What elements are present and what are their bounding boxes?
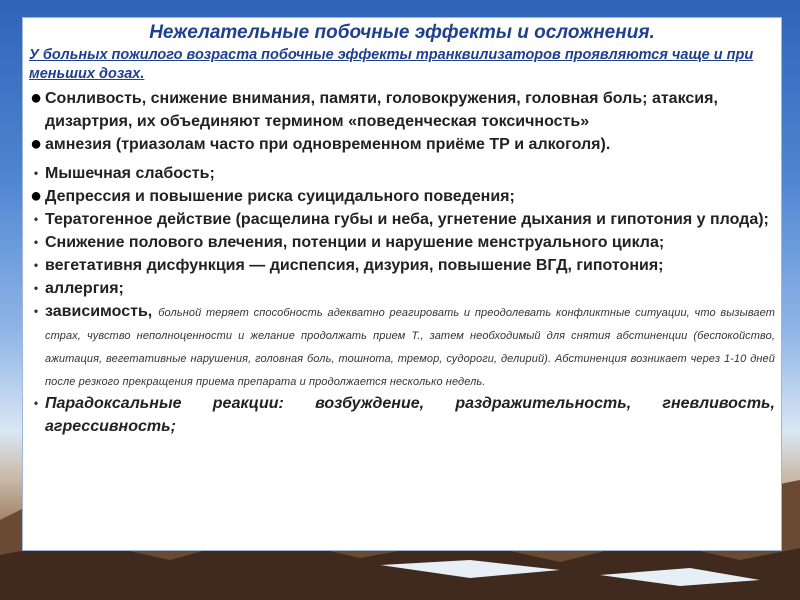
slide-subtitle: У больных пожилого возраста побочные эффекты транквилизаторов проявляются чаще и при меньших дозах. [29, 47, 754, 82]
bullet-icon: • [33, 235, 39, 249]
item-text: вегетативня дисфункция — диспепсия, дизурия, повышение ВГД, гипотония; [45, 257, 664, 274]
list-item [29, 277, 775, 300]
list-item [29, 254, 775, 277]
item-text: Снижение полового влечения, потенции и нарушение менструального цикла; [45, 234, 665, 251]
list-item [29, 162, 775, 185]
bullet-icon: • [33, 396, 39, 410]
bullet-icon: ● [29, 185, 43, 207]
slide-title: Нежелательные побочные эффекты и осложнения. [149, 22, 655, 43]
item-text: Мышечная слабость; [45, 165, 215, 182]
item-text: аллергия; [45, 280, 124, 297]
list-item [29, 87, 775, 133]
bullet-icon: • [33, 281, 39, 295]
list-item [29, 133, 775, 156]
item-lead: зависимость, [45, 303, 153, 320]
bullet-icon: • [33, 212, 39, 226]
bullet-icon: • [33, 166, 39, 180]
item-detail: больной теряет способность адекватно реагировать и преодолевать конфликтные ситуации, что вызывает страх, чувство неполноценности и желание продолжать прием Т., затем необходимый для снятия абстиненции (беспокойство, ажитация, вегетативные нарушения, головная боль, тошнота, тремор, судороги, делирий). Абстиненция возникает через 1-10 дней после резкого прекращения приема препарата и продолжается несколько недель. [45, 307, 775, 388]
bullet-icon: ● [29, 133, 43, 155]
bullet-icon: ● [29, 87, 43, 109]
list-item [29, 392, 775, 438]
bullet-icon: • [33, 258, 39, 272]
list-item-dependence [29, 300, 775, 392]
item-text: Тератогенное действие (расщелина губы и неба, угнетение дыхания и гипотония у плода); [45, 211, 769, 228]
bullet-icon: • [33, 304, 39, 318]
item-text: амнезия (триазолам часто при одновременном приёме ТР и алкоголя). [45, 136, 611, 153]
item-text: Сонливость, снижение внимания, памяти, головокружения, головная боль; атаксия, дизартрия, их объединяют термином «поведенческая токсичность» [45, 90, 718, 130]
list-item [29, 185, 775, 208]
list-item [29, 231, 775, 254]
item-text: Депрессия и повышение риска суицидального поведения; [45, 188, 515, 205]
item-text: Парадоксальные реакции: возбуждение, раздражительность, гневливость, агрессивность; [45, 395, 775, 435]
list-item [29, 208, 775, 231]
content-panel [22, 17, 782, 551]
